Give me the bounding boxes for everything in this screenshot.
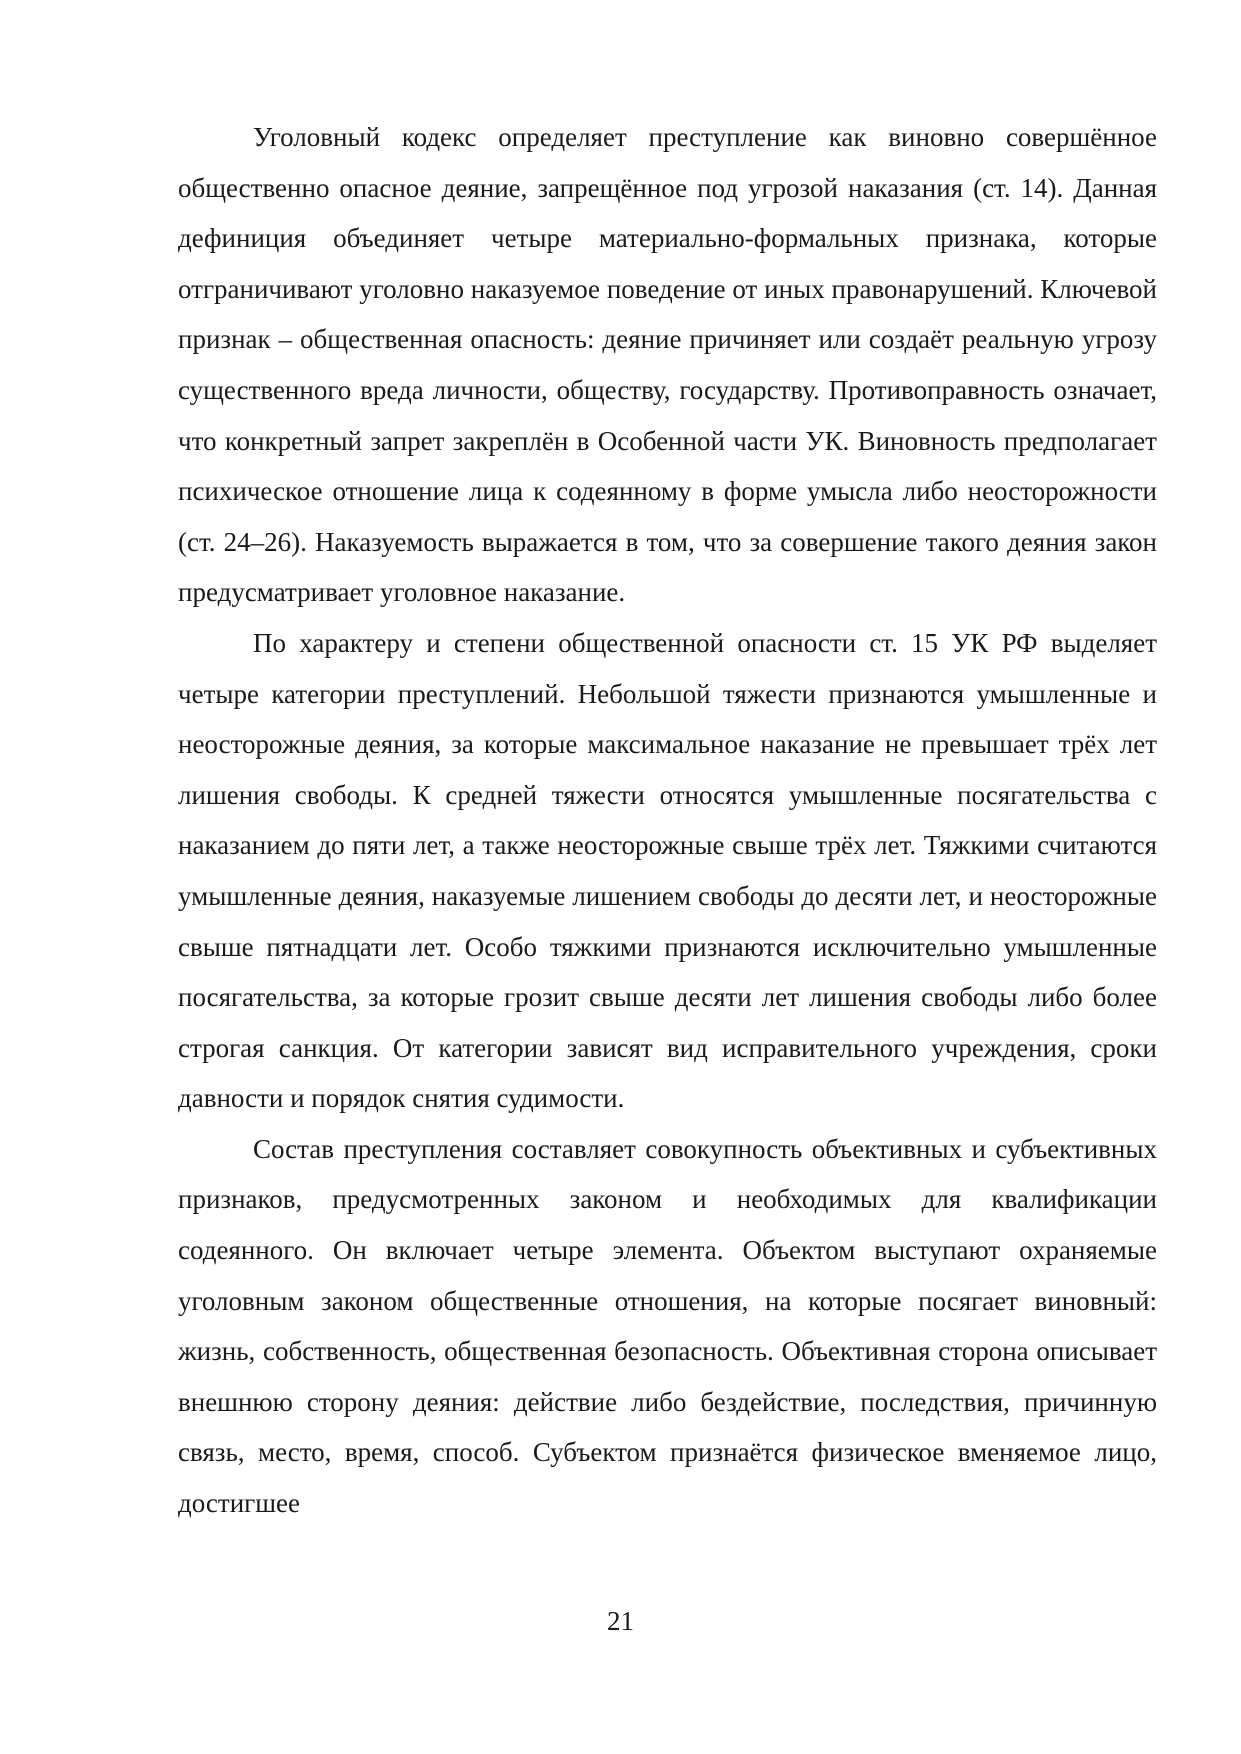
body-text xyxy=(178,112,1157,1529)
paragraph-corpus-delicti: Состав преступления составляет совокупность объективных и субъективных признаков, предусмотренных законом и необходимых для квалификации содеянного. Он включает четыре элемента. Объектом выступают охраняемые уголовным законом общественные отношения, на которые посягает виновный: жизнь, собственность, общественная безопасность. Объективная сторона описывает внешнюю сторону деяния: действие либо бездействие, последствия, причинную связь, место, время, способ. Субъектом признаётся физическое вменяемое лицо, достигшее xyxy=(178,1133,1157,1519)
paragraph-crime-definition: Уголовный кодекс определяет преступление как виновно совершённое общественно опасное деяние, запрещённое под угрозой наказания (ст. 14). Данная дефиниция объединяет четыре материально-формальных признака, которые отграничивают уголовно наказуемое поведение от иных правонарушений. Ключевой признак – общественная опасность: деяние причиняет или создаёт реальную угрозу существенного вреда личности, обществу, государству. Противоправность означает, что конкретный запрет закреплён в Особенной части УК. Виновность предполагает психическое отношение лица к содеянному в форме умысла либо неосторожности (ст. 24–26). Наказуемость выражается в том, что за совершение такого деяния закон предусматривает уголовное наказание. xyxy=(178,122,1157,608)
paragraph-crime-categories: По характеру и степени общественной опасности ст. 15 УК РФ выделяет четыре категории преступлений. Небольшой тяжести признаются умышленные и неосторожные деяния, за которые максимальное наказание не превышает трёх лет лишения свободы. К средней тяжести относятся умышленные посягательства с наказанием до пяти лет, а также неосторожные свыше трёх лет. Тяжкими считаются умышленные деяния, наказуемые лишением свободы до десяти лет, и неосторожные свыше пятнадцати лет. Особо тяжкими признаются исключительно умышленные посягательства, за которые грозит свыше десяти лет лишения свободы либо более строгая санкция. От категории зависят вид исправительного учреждения, сроки давности и порядок снятия судимости. xyxy=(178,627,1157,1114)
page-number: 21 xyxy=(607,1606,634,1636)
